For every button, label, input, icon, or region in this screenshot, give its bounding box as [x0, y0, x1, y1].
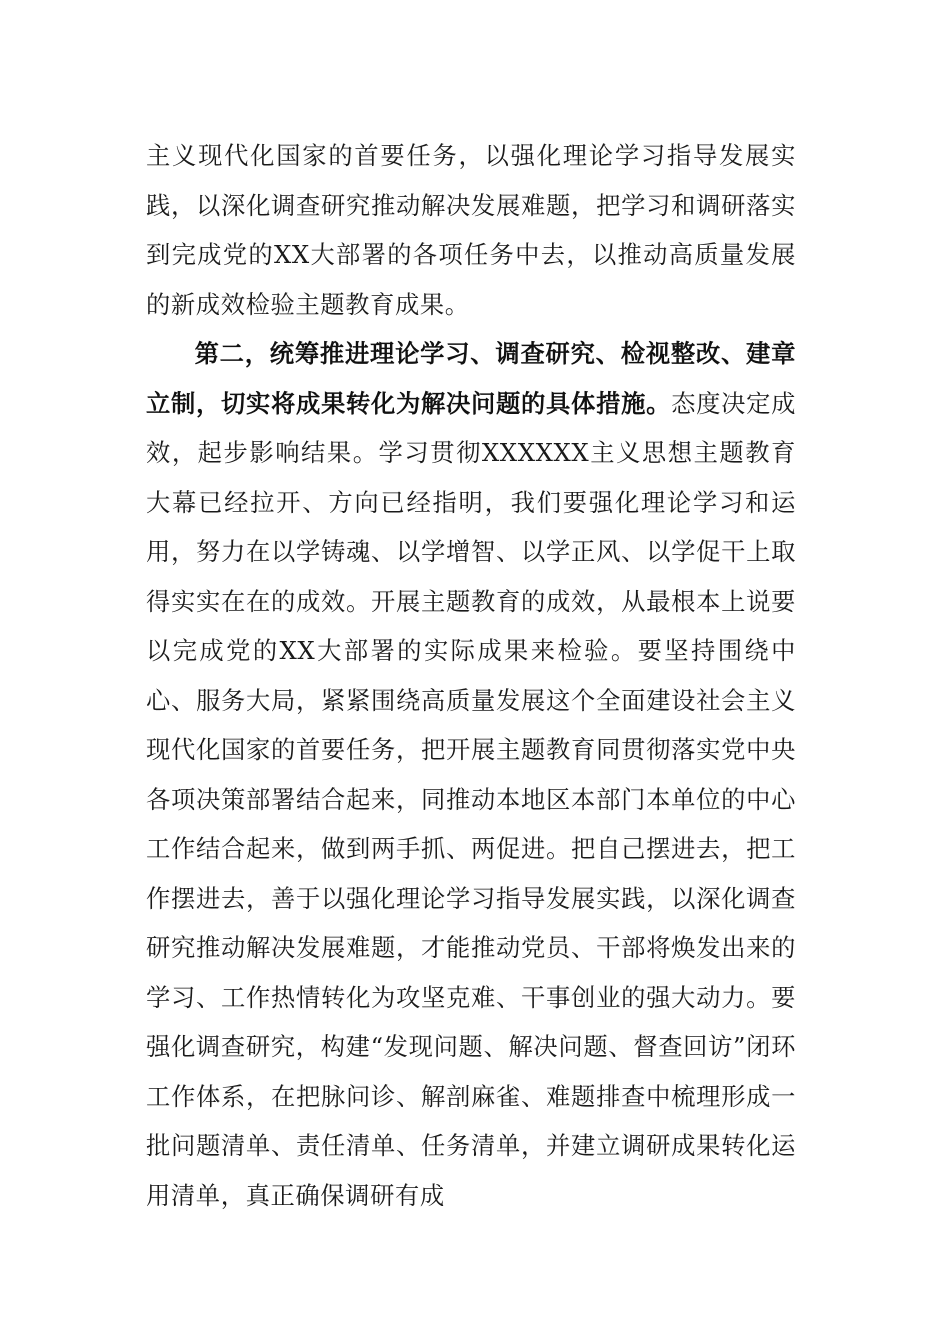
paragraph-heading: 第二，统筹推进理论学习、调查研究、检视整改、建章立制，切实将成果转化为解决问题的具体措施。	[146, 339, 796, 418]
document-body	[146, 131, 796, 1220]
paragraph-continued: 主义现代化国家的首要任务，以强化理论学习指导发展实践，以深化调查研究推动解决发展难题，把学习和调研落实到完成党的XX大部署的各项任务中去，以推动高质量发展的新成效检验主题教育成果。	[146, 141, 796, 319]
paragraph-second-point	[146, 329, 796, 1220]
paragraph-body: 态度决定成效，起步影响结果。学习贯彻XXXXXX主义思想主题教育大幕已经拉开、方向已经指明，我们要强化理论学习和运用，努力在以学铸魂、以学增智、以学正风、以学促干上取得实实在在的成效。开展主题教育的成效，从最根本上说要以完成党的XX大部署的实际成果来检验。要坚持围绕中心、服务大局，紧紧围绕高质量发展这个全面建设社会主义现代化国家的首要任务，把开展主题教育同贯彻落实党中央各项决策部署结合起来，同推动本地区本部门本单位的中心工作结合起来，做到两手抓、两促进。把自己摆进去，把工作摆进去，善于以强化理论学习指导发展实践，以深化调查研究推动解决发展难题，才能推动党员、干部将焕发出来的学习、工作热情转化为攻坚克难、干事创业的强大动力。要强化调查研究，构建“发现问题、解决问题、督查回访”闭环工作体系，在把脉问诊、解剖麻雀、难题排查中梳理形成一批问题清单、责任清单、任务清单，并建立调研成果转化运用清单，真正确保调研有成	[146, 388, 796, 1210]
